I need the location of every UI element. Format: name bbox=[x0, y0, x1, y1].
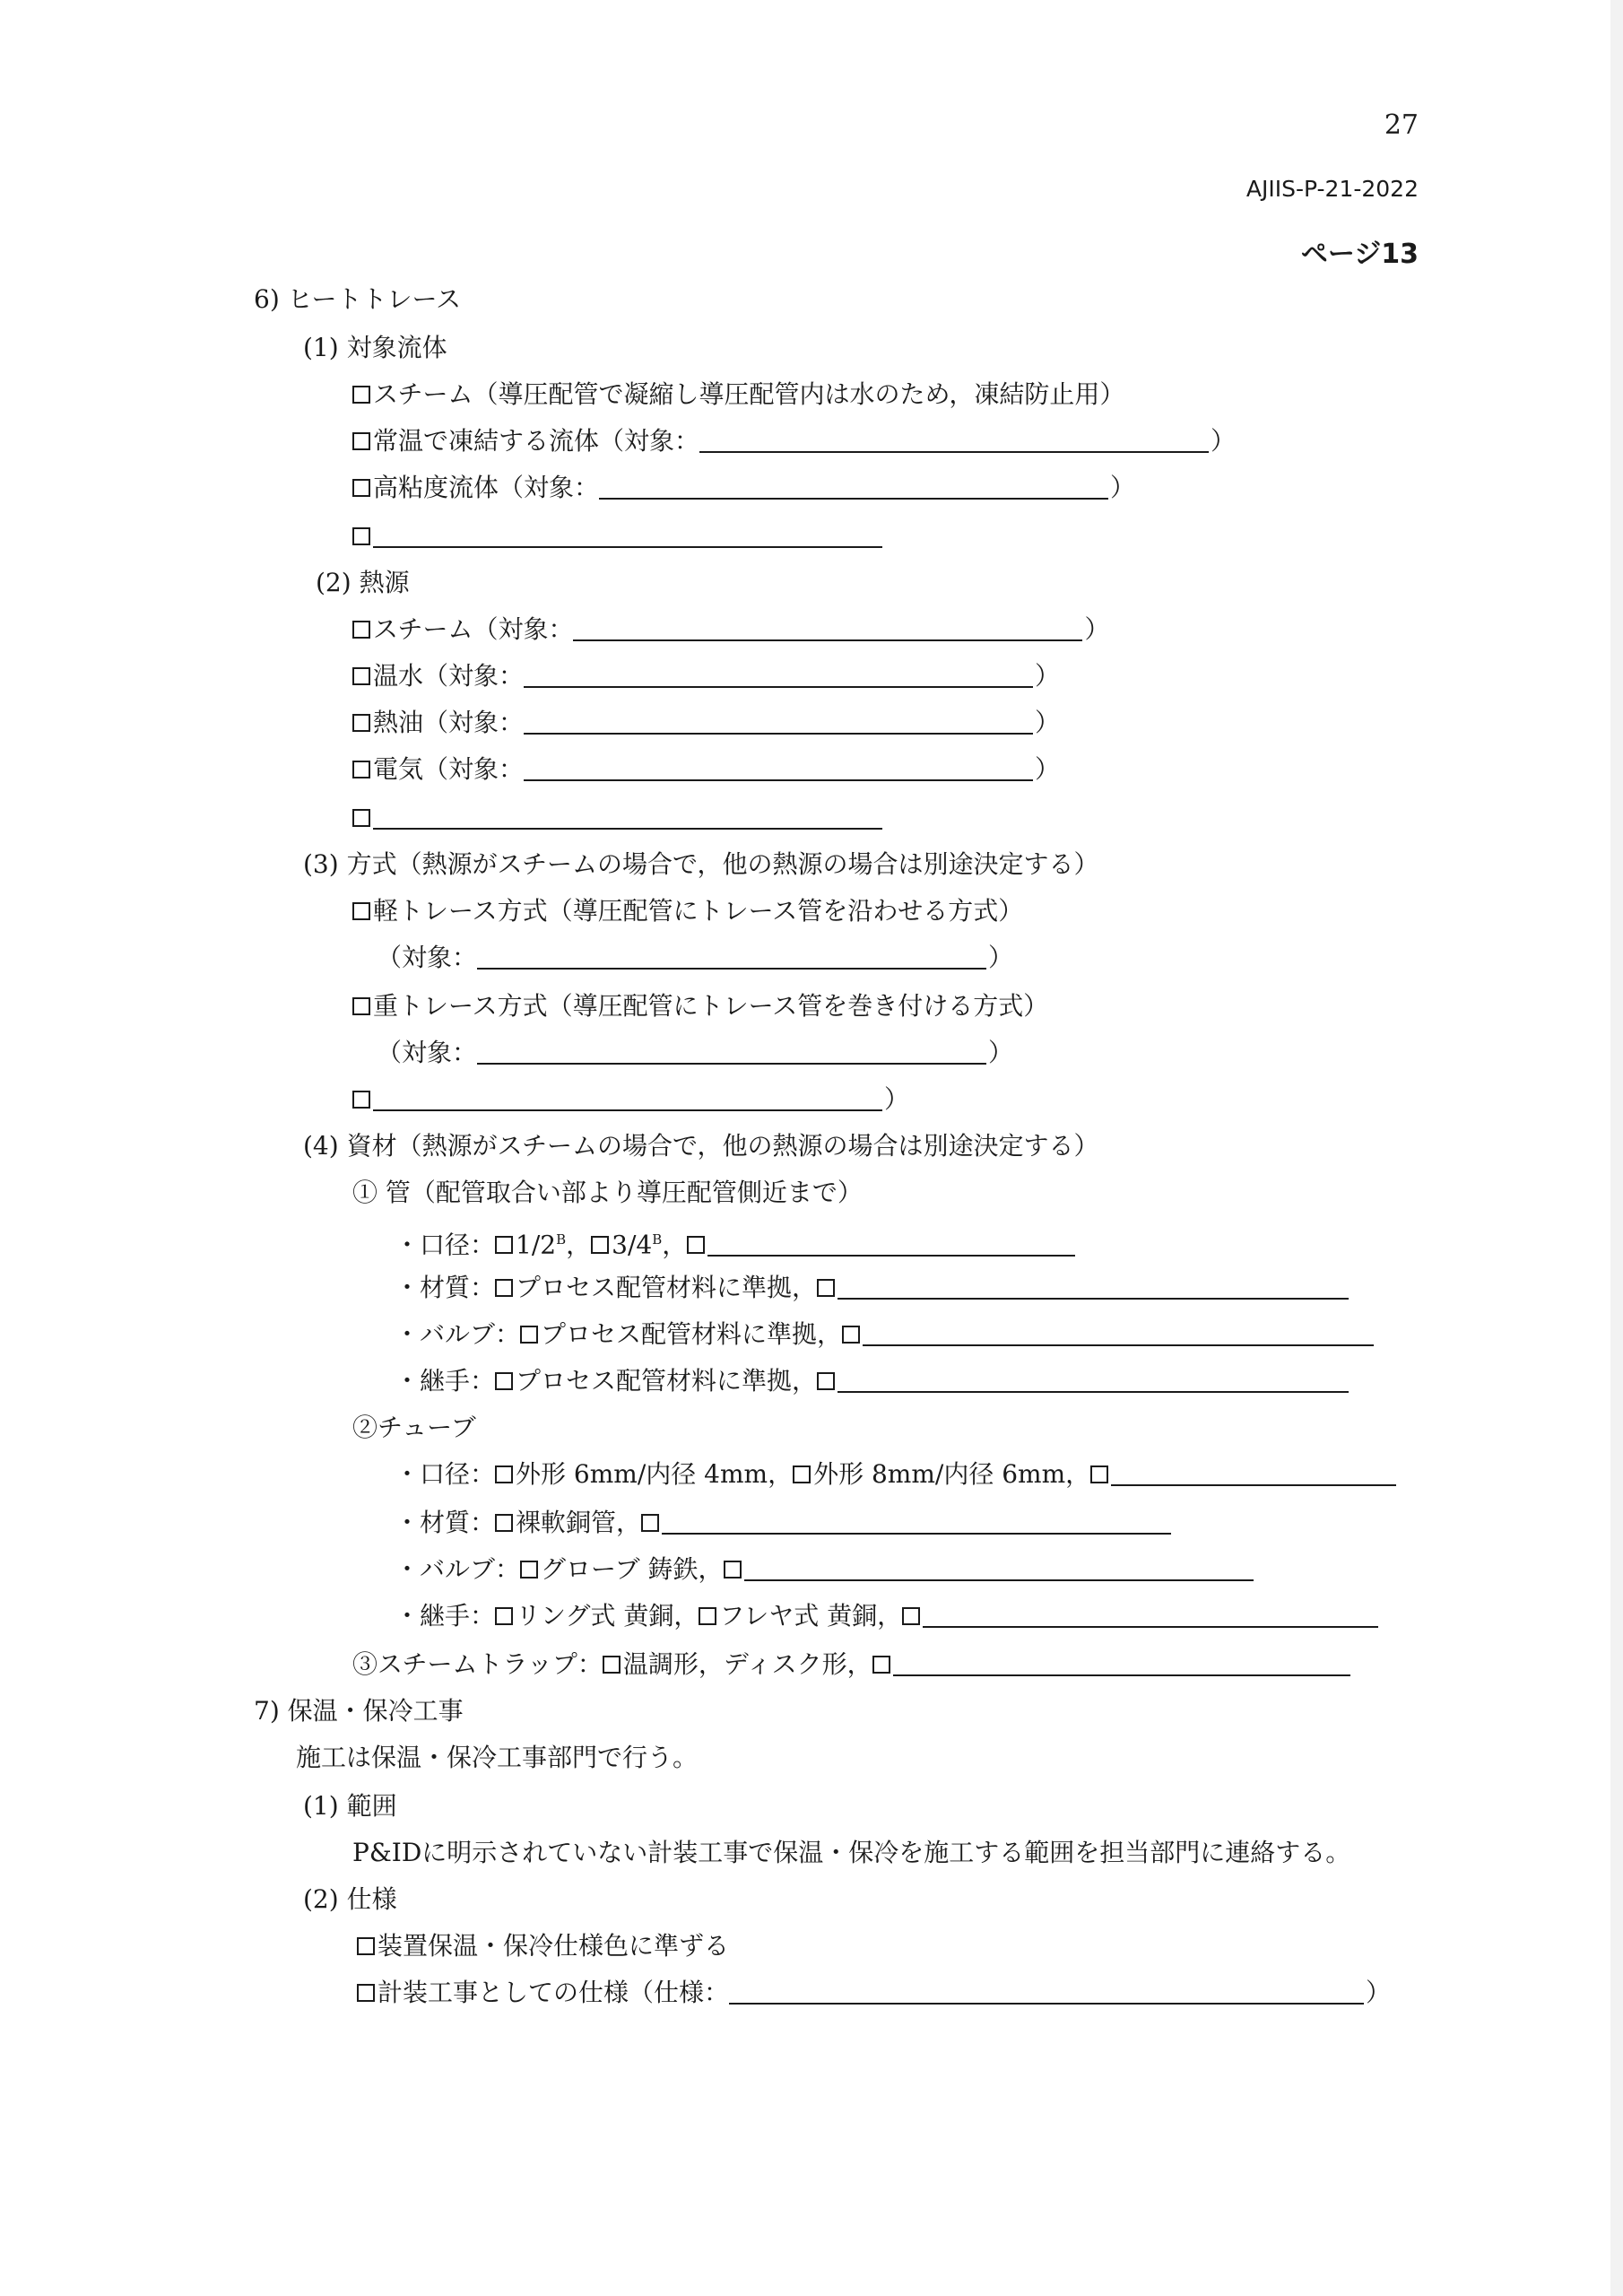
s6-3-other: ） bbox=[352, 1083, 909, 1116]
s7-2-title: (2) 仕様 bbox=[303, 1884, 397, 1914]
pipe-material: ・材質： プロセス配管材料に準拠， bbox=[395, 1272, 1349, 1304]
page-edge-shadow bbox=[1610, 0, 1623, 2296]
s6-1-steam: スチーム（導圧配管で凝縮し導圧配管内は水のため，凍結防止用） bbox=[352, 378, 1124, 411]
s6-3-light: 軽トレース方式（導圧配管にトレース管を沿わせる方式） bbox=[352, 895, 1023, 927]
checkbox[interactable] bbox=[699, 1607, 716, 1625]
s7-1-text: P&IDに明示されていない計装工事で保温・保冷を施工する範囲を担当部門に連絡する。 bbox=[352, 1838, 1351, 1867]
blank-field[interactable] bbox=[373, 804, 882, 830]
pipe-valve: ・バルブ： プロセス配管材料に準拠， bbox=[395, 1318, 1374, 1351]
s6-2-steam: スチーム（対象： ） bbox=[352, 613, 1109, 646]
blank-field[interactable] bbox=[863, 1321, 1374, 1346]
page-number: 27 bbox=[1384, 109, 1419, 141]
checkbox[interactable] bbox=[352, 432, 370, 450]
s7-intro: 施工は保温・保冷工事部門で行う。 bbox=[296, 1743, 699, 1772]
pipe-joint: ・継手： プロセス配管材料に準拠， bbox=[395, 1365, 1349, 1397]
blank-field[interactable] bbox=[699, 428, 1209, 453]
blank-field[interactable] bbox=[524, 709, 1033, 735]
section-6-title: 6) ヒートトレース bbox=[254, 284, 462, 314]
s6-2-title: (2) 熱源 bbox=[316, 568, 410, 597]
checkbox[interactable] bbox=[1090, 1465, 1108, 1483]
doc-code: AJIIS-P-21-2022 bbox=[1245, 176, 1419, 202]
s6-2-hotwater: 温水（対象： ） bbox=[352, 660, 1060, 692]
pipe-diameter: ・口径： $1/2^B$， $3/4^B$， bbox=[395, 1223, 1075, 1261]
blank-field[interactable] bbox=[477, 1039, 986, 1065]
s6-3-heavy-target: （対象： ） bbox=[377, 1038, 1014, 1067]
checkbox[interactable] bbox=[352, 527, 370, 545]
section-7-title: 7) 保温・保冷工事 bbox=[254, 1696, 464, 1726]
blank-field[interactable] bbox=[1111, 1461, 1396, 1486]
blank-field[interactable] bbox=[729, 1979, 1364, 2005]
checkbox[interactable] bbox=[603, 1656, 621, 1674]
checkbox[interactable] bbox=[495, 1279, 513, 1297]
blank-field[interactable] bbox=[744, 1556, 1254, 1581]
checkbox[interactable] bbox=[817, 1279, 835, 1297]
page-label: ページ13 bbox=[1300, 239, 1419, 270]
checkbox[interactable] bbox=[352, 714, 370, 732]
checkbox[interactable] bbox=[495, 1465, 513, 1483]
blank-field[interactable] bbox=[477, 944, 986, 970]
checkbox[interactable] bbox=[495, 1607, 513, 1625]
blank-field[interactable] bbox=[707, 1231, 1075, 1257]
checkbox[interactable] bbox=[352, 386, 370, 404]
s6-2-electric: 電気（対象： ） bbox=[352, 753, 1060, 786]
s7-1-title: (1) 範囲 bbox=[303, 1791, 397, 1821]
blank-field[interactable] bbox=[524, 663, 1033, 688]
s6-1-freeze: 常温で凍結する流体（対象： ） bbox=[352, 425, 1236, 457]
blank-field[interactable] bbox=[662, 1509, 1171, 1535]
checkbox[interactable] bbox=[357, 1937, 375, 1955]
s6-4-title: (4) 資材（熱源がスチームの場合で，他の熱源の場合は別途決定する） bbox=[303, 1131, 1099, 1161]
blank-field[interactable] bbox=[373, 523, 882, 548]
checkbox[interactable] bbox=[495, 1372, 513, 1390]
tube-title: ②チューブ bbox=[352, 1413, 476, 1442]
s6-2-oil: 熱油（対象： ） bbox=[352, 707, 1060, 739]
s6-2-other bbox=[352, 802, 882, 834]
checkbox[interactable] bbox=[352, 1091, 370, 1109]
blank-field[interactable] bbox=[838, 1368, 1349, 1393]
s7-2-opt1: 装置保温・保冷仕様色に準ずる bbox=[357, 1930, 729, 1962]
blank-field[interactable] bbox=[599, 474, 1108, 500]
checkbox[interactable] bbox=[352, 479, 370, 497]
checkbox[interactable] bbox=[793, 1465, 811, 1483]
checkbox[interactable] bbox=[724, 1561, 742, 1578]
checkbox[interactable] bbox=[591, 1236, 609, 1254]
checkbox[interactable] bbox=[352, 809, 370, 827]
pipe-title: ① 管（配管取合い部より導圧配管側近まで） bbox=[352, 1178, 863, 1207]
checkbox[interactable] bbox=[495, 1514, 513, 1532]
checkbox[interactable] bbox=[520, 1561, 538, 1578]
blank-field[interactable] bbox=[524, 756, 1033, 781]
checkbox[interactable] bbox=[352, 761, 370, 778]
s6-1-other bbox=[352, 520, 882, 552]
tube-joint: ・継手： リング式 黄銅， フレヤ式 黄銅， bbox=[395, 1600, 1378, 1632]
checkbox[interactable] bbox=[352, 997, 370, 1015]
checkbox[interactable] bbox=[352, 902, 370, 920]
checkbox[interactable] bbox=[495, 1236, 513, 1254]
tube-material: ・材質： 裸軟銅管， bbox=[395, 1507, 1171, 1539]
checkbox[interactable] bbox=[520, 1326, 538, 1344]
s6-3-heavy: 重トレース方式（導圧配管にトレース管を巻き付ける方式） bbox=[352, 990, 1048, 1022]
tube-valve: ・バルブ： グローブ 鋳鉄， bbox=[395, 1553, 1254, 1586]
checkbox[interactable] bbox=[352, 621, 370, 639]
checkbox[interactable] bbox=[902, 1607, 920, 1625]
s6-3-light-target: （対象： ） bbox=[377, 943, 1014, 972]
s6-3-title: (3) 方式（熱源がスチームの場合で，他の熱源の場合は別途決定する） bbox=[303, 849, 1099, 879]
blank-field[interactable] bbox=[893, 1651, 1350, 1676]
blank-field[interactable] bbox=[373, 1086, 882, 1111]
steam-trap: ③スチームトラップ： 温調形，ディスク形， bbox=[352, 1648, 1350, 1681]
checkbox[interactable] bbox=[357, 1984, 375, 2002]
blank-field[interactable] bbox=[573, 616, 1082, 641]
checkbox[interactable] bbox=[842, 1326, 860, 1344]
checkbox[interactable] bbox=[687, 1236, 705, 1254]
checkbox[interactable] bbox=[641, 1514, 659, 1532]
s6-1-viscous: 高粘度流体（対象： ） bbox=[352, 472, 1135, 504]
s6-1-title: (1) 対象流体 bbox=[303, 333, 447, 362]
checkbox[interactable] bbox=[817, 1372, 835, 1390]
checkbox[interactable] bbox=[352, 667, 370, 685]
checkbox[interactable] bbox=[872, 1656, 890, 1674]
blank-field[interactable] bbox=[923, 1603, 1378, 1628]
tube-diameter: ・口径： 外形 6mm/内径 4mm， 外形 8mm/内径 6mm， bbox=[395, 1458, 1396, 1491]
s7-2-opt2: 計装工事としての仕様（仕様： ） bbox=[357, 1977, 1391, 2009]
blank-field[interactable] bbox=[838, 1274, 1349, 1300]
